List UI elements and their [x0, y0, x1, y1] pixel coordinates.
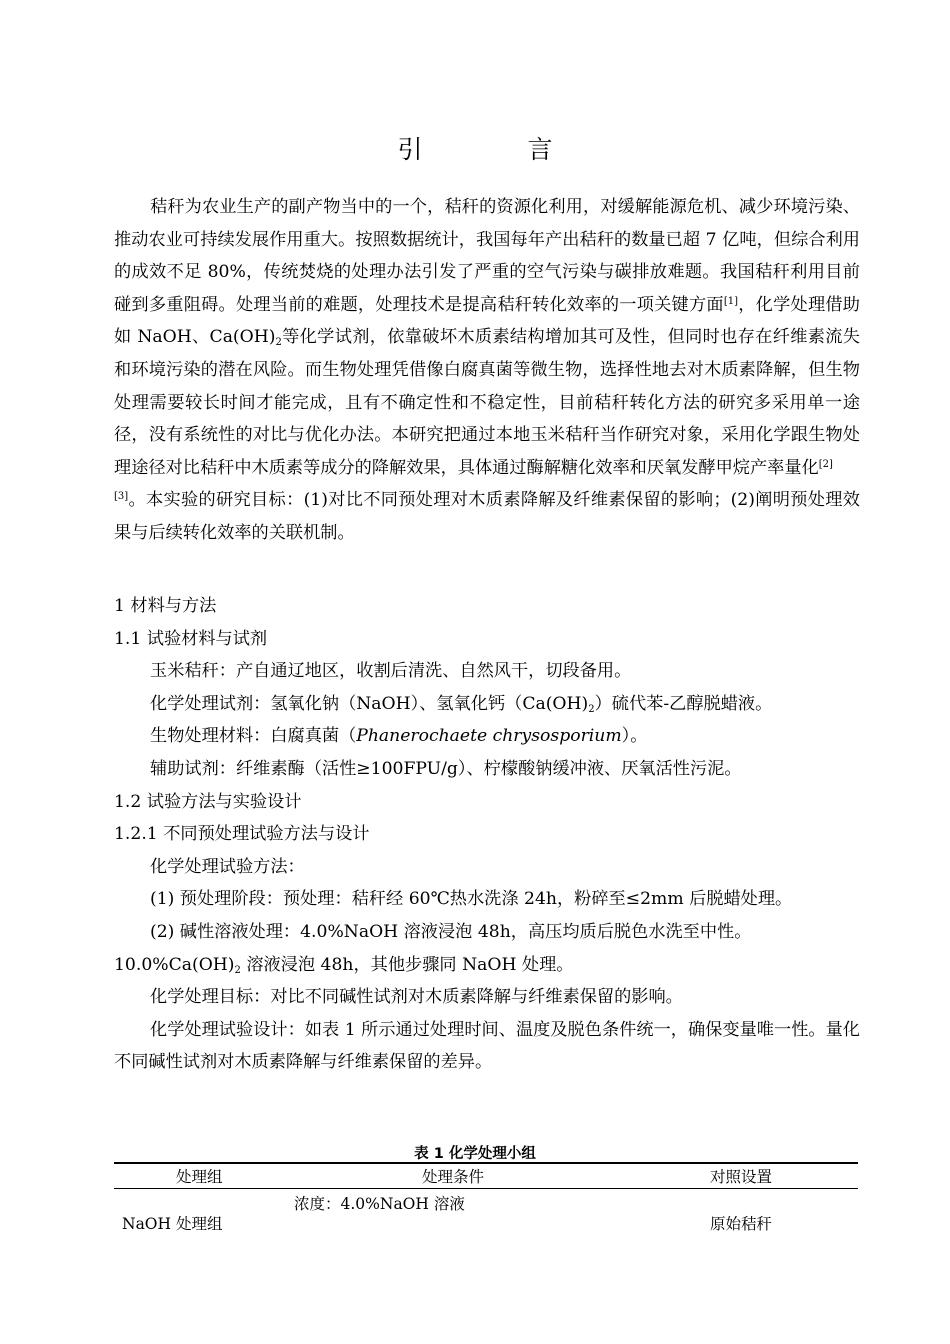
- section-heading-1-2-1: 1.2.1 不同预处理试验方法与设计: [114, 824, 370, 845]
- intro-paragraph: [114, 191, 860, 550]
- method-goal: 化学处理目标：对比不同碱性试剂对木质素降解与纤维素保留的影响。: [150, 987, 683, 1008]
- page-title: 引 言: [397, 135, 593, 164]
- citation-1[interactable]: [1]: [723, 295, 739, 307]
- species-name: Phanerochaete chrysosporium: [356, 726, 622, 747]
- table-cell-group: NaOH 处理组: [122, 1215, 223, 1233]
- method-design: 化学处理试验设计：如表 1 所示通过处理时间、温度及脱色条件统一，确保变量唯一性。量化不同碱性试剂对木质素降解与纤维素保留的差异。: [114, 1019, 860, 1073]
- table-cell-condition: 浓度：4.0%NaOH 溶液: [294, 1195, 465, 1213]
- subscript: 2: [275, 337, 282, 349]
- method-step-2-cont: [114, 949, 860, 982]
- method-text: 10.0%Ca(OH): [114, 954, 235, 975]
- material-text: ）。: [621, 726, 648, 747]
- intro-text-3: 等化学试剂，依靠破坏木质素结构增加其可及性，但同时也存在纤维素流失和环境污染的潜在风险。而生物处理凭借像白腐真菌等微生物，选择性地去对木质素降解，但生物处理需要较长时间才能完成，且有不确定性和不稳定性，目前秸秆转化方法的研究多采用单一途径，没有系统性的对比与优化办法。本研究把通过本地玉米秸秆当作研究对象，采用化学跟生物处理途径对比秸秆中木质素等成分的降解效果，具体通过酶解糖化效率和厌氧发酵甲烷产率量化: [114, 327, 860, 478]
- material-auxiliary: 辅助试剂：纤维素酶（活性≥100FPU/g）、柠檬酸钠缓冲液、厌氧活性污泥。: [150, 758, 742, 779]
- table-header-condition: 处理条件: [422, 1168, 485, 1186]
- citation-3[interactable]: [3]: [114, 491, 129, 503]
- section-heading-1: 1 材料与方法: [114, 596, 217, 616]
- intro-text-1: 秸秆为农业生产的副产物当中的一个，秸秆的资源化利用，对缓解能源危机、减少环境污染、推动农业可持续发展作用重大。按照数据统计，我国每年产出秸秆的数量已超 7 亿吨，但综合利用的成效不足 80%，传统焚烧的处理办法引发了严重的空气污染与碳排放难题。我国秸秆利用目前碰到多重阻碍。处理当前的难题，处理技术是提高秸秆转化效率的一项关键方面: [114, 197, 860, 315]
- methods-section: [114, 590, 860, 1079]
- method-heading: 化学处理试验方法：: [150, 856, 305, 877]
- intro-text-2: ，化学处理借助如 NaOH、Ca(OH): [114, 294, 860, 348]
- table-cell-control: 原始秸秆: [710, 1215, 773, 1233]
- subscript: 2: [588, 703, 595, 715]
- section-heading-1-1: 1.1 试验材料与试剂: [114, 628, 268, 649]
- subscript: 2: [234, 964, 241, 976]
- table-header-control: 对照设置: [710, 1168, 773, 1186]
- method-text: 溶液浸泡 48h，其他步骤同 NaOH 处理。: [240, 954, 574, 975]
- section-heading-1-2: 1.2 试验方法与实验设计: [114, 791, 302, 812]
- table-caption: 表 1 化学处理小组: [414, 1146, 536, 1162]
- material-chemical-reagents: [114, 688, 860, 721]
- material-text: 化学处理试剂：氢氧化钠（NaOH）、氢氧化钙（Ca(OH): [150, 693, 589, 714]
- method-step-1: (1) 预处理阶段：预处理：秸秆经 60℃热水洗涤 24h，粉碎至≤2mm 后脱蜡处理。: [150, 889, 793, 910]
- table-header-rule: [114, 1188, 858, 1189]
- material-text: 生物处理材料：白腐真菌（: [150, 726, 357, 747]
- table-top-rule: [114, 1162, 858, 1164]
- citation-2[interactable]: [2]: [818, 458, 833, 470]
- intro-section: [114, 191, 860, 550]
- material-text: ）硫代苯-乙醇脱蜡液。: [594, 693, 773, 714]
- table-header-group: 处理组: [176, 1168, 223, 1186]
- method-step-2: (2) 碱性溶液处理：4.0%NaOH 溶液浸泡 48h，高压均质后脱色水洗至中性。: [150, 921, 752, 942]
- material-corn-straw: 玉米秸秆：产自通辽地区，收割后清洗、自然风干，切段备用。: [150, 661, 632, 682]
- material-biological: [114, 720, 860, 753]
- intro-text-4: 。本实验的研究目标：(1)对比不同预处理对木质素降解及纤维素保留的影响；(2)阐明预处理效果与后续转化效率的关联机制。: [114, 490, 860, 543]
